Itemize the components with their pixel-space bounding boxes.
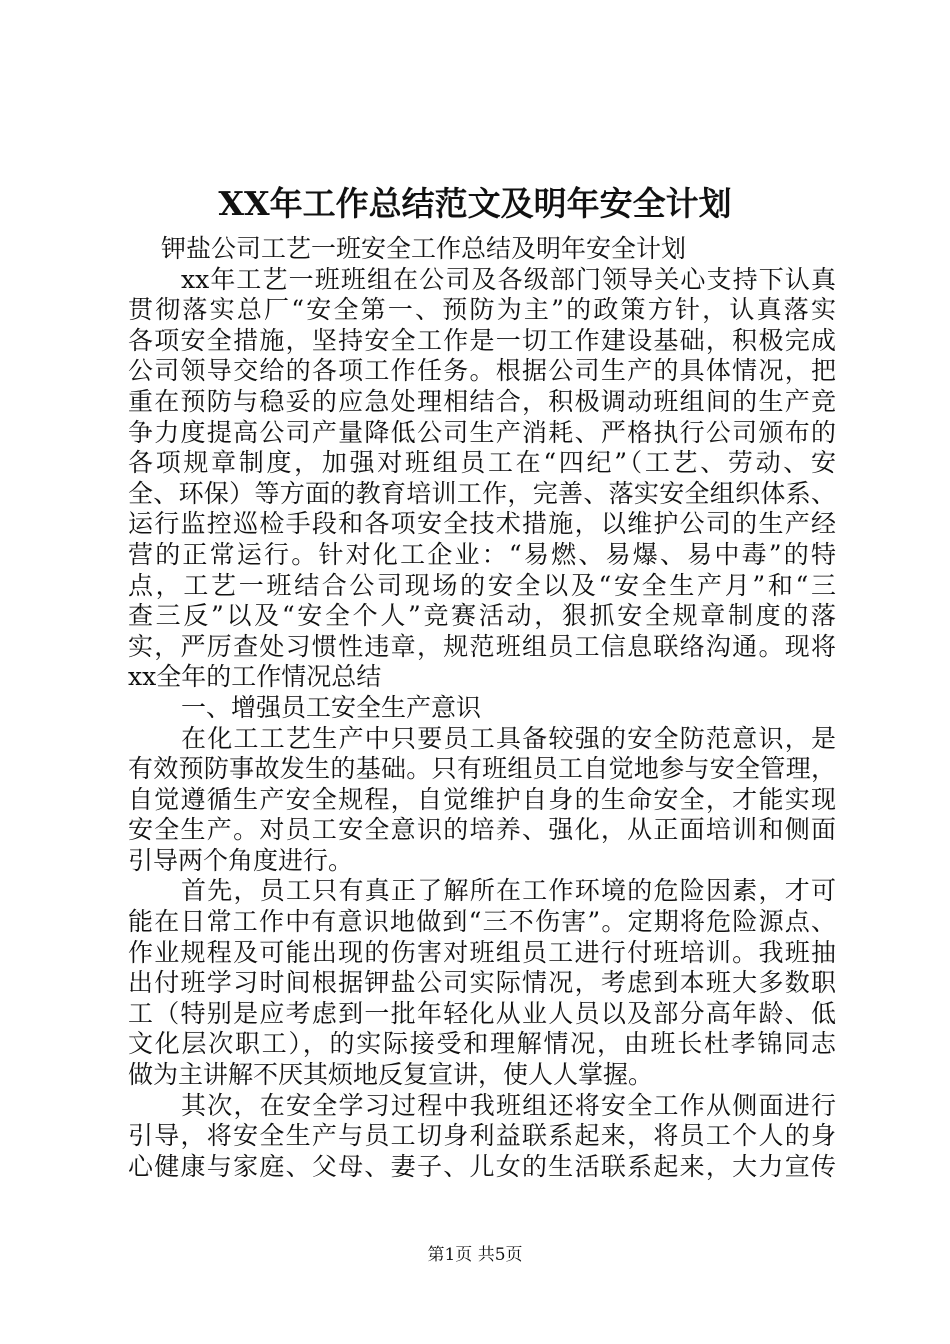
body-line: 安全生产。对员工安全意识的培养、强化，从正面培训和侧面 <box>128 815 836 845</box>
body-line: 贯彻落实总厂“安全第一、预防为主”的政策方针，认真落实 <box>128 295 836 325</box>
body-line: 运行监控巡检手段和各项安全技术措施，以维护公司的生产经 <box>128 509 836 539</box>
body-line: 全、环保）等方面的教育培训工作，完善、落实安全组织体系、 <box>128 478 836 508</box>
body-line: 文化层次职工），的实际接受和理解情况，由班长杜孝锦同志 <box>128 1029 836 1059</box>
page-number: 第1页 共5页 <box>427 1245 523 1265</box>
body-line: 作业规程及可能出现的伤害对班组员工进行付班培训。我班抽 <box>128 937 836 967</box>
body-line: 自觉遵循生产安全规程，自觉维护自身的生命安全，才能实现 <box>128 784 836 814</box>
body-line: 能在日常工作中有意识地做到“三不伤害”。定期将危险源点、 <box>128 907 836 937</box>
section-heading: 一、增强员工安全生产意识 <box>181 692 482 722</box>
body-line: 营的正常运行。针对化工企业：“易燃、易爆、易中毒”的特 <box>128 539 836 569</box>
body-line: 公司领导交给的各项工作任务。根据公司生产的具体情况，把 <box>128 356 836 386</box>
body-line: 查三反”以及“安全个人”竞赛活动，狠抓安全规章制度的落 <box>128 601 836 631</box>
body-line: 在化工工艺生产中只要员工具备较强的安全防范意识，是 <box>181 723 836 753</box>
body-line: 各项规章制度，加强对班组员工在“四纪”（工艺、劳动、安 <box>128 448 836 478</box>
document-body <box>128 234 836 1182</box>
body-line: 点，工艺一班结合公司现场的安全以及“安全生产月”和“三 <box>128 570 836 600</box>
document-title: XX年工作总结范文及明年安全计划 <box>218 184 732 223</box>
body-line: 工（特别是应考虑到一批年轻化从业人员以及部分高年龄、低 <box>128 998 836 1028</box>
body-line: 争力度提高公司产量降低公司生产消耗、严格执行公司颁布的 <box>128 417 836 447</box>
body-line: xx年工艺一班班组在公司及各级部门领导关心支持下认真 <box>181 264 836 294</box>
body-line: 心健康与家庭、父母、妻子、儿女的生活联系起来，大力宣传 <box>128 1151 836 1181</box>
body-line: 各项安全措施，坚持安全工作是一切工作建设基础，积极完成 <box>128 325 836 355</box>
body-line: 出付班学习时间根据钾盐公司实际情况，考虑到本班大多数职 <box>128 968 836 998</box>
body-line: 引导，将安全生产与员工切身利益联系起来，将员工个人的身 <box>128 1121 836 1151</box>
body-line: 有效预防事故发生的基础。只有班组员工自觉地参与安全管理， <box>128 754 836 784</box>
body-line: 引导两个角度进行。 <box>128 845 354 875</box>
body-line: xx全年的工作情况总结 <box>128 662 382 692</box>
body-line: 钾盐公司工艺一班安全工作总结及明年安全计划 <box>161 234 687 263</box>
body-line: 实，严厉查处习惯性违章，规范班组员工信息联络沟通。现将 <box>128 631 836 661</box>
body-line: 重在预防与稳妥的应急处理相结合，积极调动班组间的生产竞 <box>128 386 836 416</box>
body-line: 其次，在安全学习过程中我班组还将安全工作从侧面进行 <box>181 1090 836 1120</box>
body-line: 首先，员工只有真正了解所在工作环境的危险因素，才可 <box>181 876 836 906</box>
body-line: 做为主讲解不厌其烦地反复宣讲，使人人掌握。 <box>128 1060 654 1090</box>
